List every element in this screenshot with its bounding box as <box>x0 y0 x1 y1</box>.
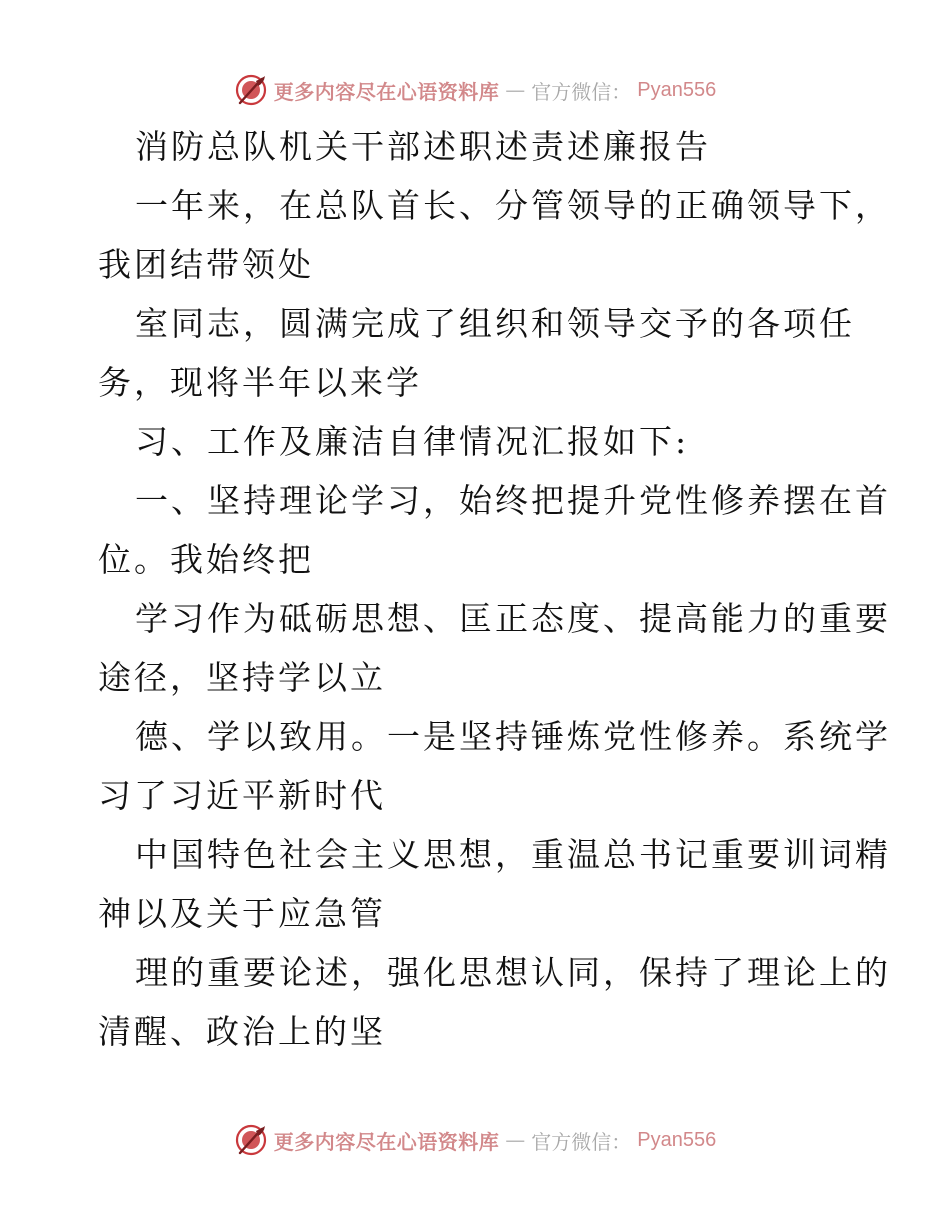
header-watermark <box>0 70 950 110</box>
quill-logo-icon <box>234 73 268 107</box>
body-line: 一年来，在总队首长、分管领导的正确领导下， <box>135 186 891 225</box>
body-line: 务，现将半年以来学 <box>98 363 422 402</box>
watermark-separator: — <box>505 78 526 102</box>
watermark-site-text: 更多内容尽在心语资料库 <box>273 79 500 104</box>
quill-logo-icon <box>234 1123 268 1157</box>
body-line: 位。我始终把 <box>98 540 314 579</box>
body-line: 学习作为砥砺思想、匡正态度、提高能力的重要 <box>135 599 891 638</box>
body-line: 途径，坚持学以立 <box>98 658 386 697</box>
footer-watermark <box>0 1120 950 1160</box>
body-line: 中国特色社会主义思想，重温总书记重要训词精 <box>135 835 891 874</box>
document-body <box>98 117 891 1061</box>
body-line: 我团结带领处 <box>98 245 314 284</box>
watermark-site-text: 更多内容尽在心语资料库 <box>273 1129 500 1154</box>
body-line: 习、工作及廉洁自律情况汇报如下: <box>135 422 690 461</box>
body-line: 理的重要论述，强化思想认同，保持了理论上的 <box>135 953 891 992</box>
body-line: 德、学以致用。一是坚持锤炼党性修养。系统学 <box>135 717 891 756</box>
watermark-wechat-label: 官方微信： <box>531 1129 632 1154</box>
body-line: 神以及关于应急管 <box>98 894 386 933</box>
body-line: 室同志，圆满完成了组织和领导交予的各项任 <box>135 304 855 343</box>
document-title: 消防总队机关干部述职述责述廉报告 <box>135 127 711 166</box>
section-heading-line: 一、坚持理论学习，始终把提升党性修养摆在首 <box>135 481 891 520</box>
body-line: 习了习近平新时代 <box>98 776 386 815</box>
watermark-separator: — <box>505 1128 526 1152</box>
watermark-wechat-id: Pyan556 <box>637 1128 717 1151</box>
body-line: 清醒、政治上的坚 <box>98 1012 386 1051</box>
watermark-wechat-label: 官方微信： <box>531 79 632 104</box>
watermark-wechat-id: Pyan556 <box>637 78 717 101</box>
